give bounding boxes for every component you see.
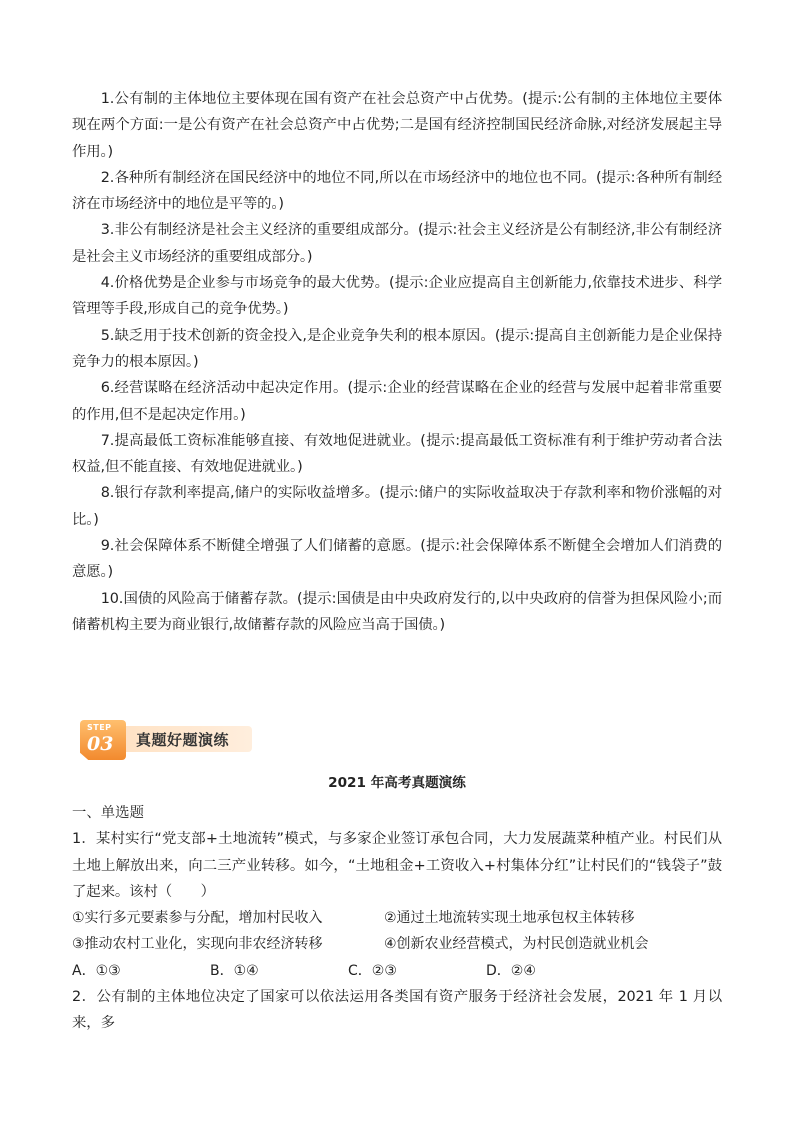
- review-item: 2.各种所有制经济在国民经济中的地位不同,所以在市场经济中的地位也不同。(提示:各种所有制经济在市场经济中的地位是平等的。): [72, 169, 722, 213]
- exam-title: 2021 年高考真题演练: [328, 775, 466, 791]
- question-stem: 2．公有制的主体地位决定了国家可以依法运用各类国有资产服务于经济社会发展，2021 年 1 月以来，多: [72, 989, 722, 1032]
- option-row: [72, 905, 722, 931]
- step-title: 真题好题演练: [136, 731, 230, 749]
- option-item: ①实行多元要素参与分配，增加村民收入: [72, 910, 323, 927]
- choice-c: C．②③: [348, 962, 397, 979]
- step-word: STEP: [87, 723, 112, 732]
- review-item: 1.公有制的主体地位主要体现在国有资产在社会总资产中占优势。(提示:公有制的主体地位主要体现在两个方面:一是公有资产在社会总资产中占优势;二是国有经济控制国民经济命脉,对经济发展起主导作用。): [72, 91, 722, 160]
- review-item: 9.社会保障体系不断健全增强了人们储蓄的意愿。(提示:社会保障体系不断健全会增加人们消费的意愿。): [72, 538, 722, 581]
- step-number: 03: [87, 733, 114, 755]
- option-item: ③推动农村工业化，实现向非农经济转移: [72, 936, 323, 953]
- question-stem: 1．某村实行“党支部+土地流转”模式，与多家企业签订承包合同，大力发展蔬菜种植产业。村民们从土地上解放出来，向二三产业转移。如今，“土地租金+工资收入+村集体分红”让村民们的“钱袋子”鼓了起来。该村（ ）: [72, 831, 722, 900]
- review-item: 4.价格优势是企业参与市场竞争的最大优势。(提示:企业应提高自主创新能力,依靠技术进步、科学管理等手段,形成自己的竞争优势。): [72, 275, 722, 318]
- section-heading: 一、单选题: [72, 805, 144, 821]
- review-item: 3.非公有制经济是社会主义经济的重要组成部分。(提示:社会主义经济是公有制经济,非公有制经济是社会主义市场经济的重要组成部分。): [72, 222, 722, 265]
- exam-section: [72, 772, 722, 1037]
- choice-d: D．②④: [486, 962, 536, 979]
- review-item: 10.国债的风险高于储蓄存款。(提示:国债是由中央政府发行的,以中央政府的信誉为担保风险小;而储蓄机构主要为商业银行,故储蓄存款的风险应当高于国债。): [72, 590, 722, 633]
- choice-row: [72, 958, 722, 984]
- choice-a: A．①③: [72, 962, 121, 979]
- review-item: 6.经营谋略在经济活动中起决定作用。(提示:企业的经营谋略在企业的经营与发展中起着非常重要的作用,但不是起决定作用。): [72, 380, 722, 423]
- review-item: 5.缺乏用于技术创新的资金投入,是企业竞争失利的根本原因。(提示:提高自主创新能力是企业保持竞争力的根本原因。): [72, 327, 722, 370]
- option-item: ②通过土地流转实现土地承包权主体转移: [384, 910, 635, 927]
- review-item: 7.提高最低工资标准能够直接、有效地促进就业。(提示:提高最低工资标准有利于维护劳动者合法权益,但不能直接、有效地促进就业。): [72, 432, 722, 476]
- option-item: ④创新农业经营模式，为村民创造就业机会: [384, 936, 649, 953]
- step-banner: [80, 720, 252, 764]
- review-list: [72, 86, 722, 638]
- review-item: 8.银行存款利率提高,储户的实际收益增多。(提示:储户的实际收益取决于存款利率和物价涨幅的对比。): [72, 485, 722, 528]
- choice-b: B．①④: [210, 962, 259, 979]
- option-row: [72, 931, 722, 957]
